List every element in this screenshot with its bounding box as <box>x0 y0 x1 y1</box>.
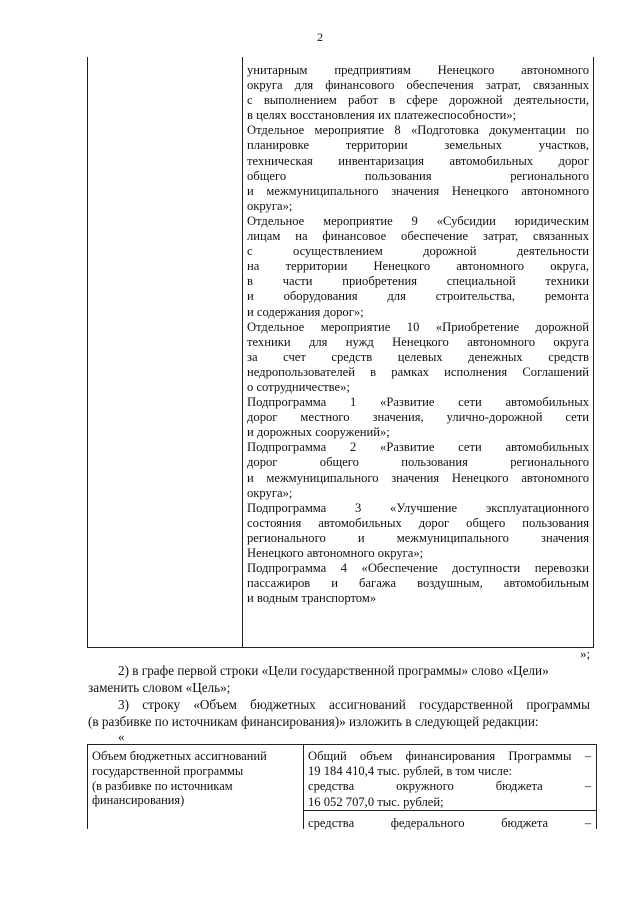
paragraph-item-2-continued: заменить словом «Цель»; <box>88 680 231 695</box>
text-line: Подпрограмма 4 «Обеспечение доступности перевозки <box>247 561 589 576</box>
text-line: (в разбивке по источникам <box>92 778 233 793</box>
table-row-divider <box>303 810 596 811</box>
text-line: округа»; <box>247 198 293 213</box>
text-line: Отдельное мероприятие 8 «Подготовка документации по <box>247 123 589 138</box>
paragraph-item-2: 2) в графе первой строки «Цели государственной программы» слово «Цели» <box>118 663 549 678</box>
closing-quote: »; <box>580 646 591 661</box>
text-line: округа для финансового обеспечения затрат, связанных <box>247 78 589 93</box>
program-structure-table <box>87 57 594 648</box>
text-line: техники для нужд Ненецкого автономного округа <box>247 334 589 349</box>
table-column-divider <box>242 57 243 647</box>
program-events-text <box>247 63 589 606</box>
text-line: техническая инвентаризация автомобильных дорог <box>247 153 589 168</box>
text-line: Отдельное мероприятие 10 «Приобретение дорожной <box>247 319 589 334</box>
text-line: Подпрограмма 3 «Улучшение эксплуатационного <box>247 500 589 515</box>
text-line: и межмуниципального значения Ненецкого автономного <box>247 183 589 198</box>
budget-federal-line: средства федерального бюджета – <box>308 816 591 830</box>
text-line: и водным транспортом» <box>247 591 377 606</box>
text-line: с выполнением работ в сфере дорожной деятельности, <box>247 93 589 108</box>
text-line: унитарным предприятиям Ненецкого автономного <box>247 63 589 77</box>
paragraph-item-3-line: 3) строку «Объем бюджетных ассигнований государственной программы <box>118 697 590 712</box>
text-line: Подпрограмма 1 «Развитие сети автомобильных <box>247 395 589 410</box>
text-line: состояния автомобильных дорог общего пользования <box>247 515 589 530</box>
text-line: планировке территории земельных участков, <box>247 138 589 153</box>
text-line: Ненецкого автономного округа»; <box>247 546 424 560</box>
text-line: государственной программы <box>92 763 244 778</box>
table-column-divider <box>303 745 304 829</box>
text-line: в части приобретения специальной техники <box>247 274 589 289</box>
text-line: лицам на финансовое обеспечение затрат, связанных <box>247 229 589 244</box>
opening-quote: « <box>118 729 125 744</box>
text-line: дорог местного значения, улично-дорожной сети <box>247 410 589 425</box>
text-line: дорог общего пользования регионального <box>247 455 589 470</box>
text-line: недропользователей в рамках исполнения Соглашений <box>247 364 589 379</box>
text-line: на территории Ненецкого автономного округа, <box>247 259 589 274</box>
text-line: и межмуниципального значения Ненецкого автономного <box>247 470 589 485</box>
budget-row-value <box>308 749 591 830</box>
text-line: регионального и межмуниципального значения <box>247 530 589 545</box>
text-line: за счет средств целевых денежных средств <box>247 349 589 364</box>
text-line: финансирования) <box>92 793 185 808</box>
page-number: 2 <box>317 30 323 44</box>
text-line: 16 052 707,0 тыс. рублей; <box>308 794 444 809</box>
text-line: и оборудования для строительства, ремонта <box>247 289 589 304</box>
text-line: в целях восстановления их платежеспособности»; <box>247 108 517 123</box>
paragraph-item-3 <box>88 696 590 730</box>
text-line: округа»; <box>247 485 293 500</box>
text-line: Подпрограмма 2 «Развитие сети автомобильных <box>247 440 589 455</box>
text-line: с осуществлением дорожной деятельности <box>247 244 589 259</box>
paragraph-item-3-line: (в разбивке по источникам финансирования)» изложить в следующей редакции: <box>88 714 539 729</box>
budget-row-label <box>92 749 300 808</box>
text-line: Общий объем финансирования Программы – <box>308 749 591 763</box>
text-line: Отдельное мероприятие 9 «Субсидии юридическим <box>247 213 589 228</box>
text-line: общего пользования регионального <box>247 168 589 183</box>
text-line: о сотрудничестве»; <box>247 379 350 394</box>
text-line: и содержания дорог»; <box>247 304 364 319</box>
text-line: Объем бюджетных ассигнований <box>92 749 267 763</box>
text-line: 19 184 410,4 тыс. рублей, в том числе: <box>308 764 513 779</box>
text-line: и дорожных сооружений»; <box>247 425 390 440</box>
text-line: пассажиров и багажа воздушным, автомобильным <box>247 576 589 591</box>
budget-table <box>87 744 597 829</box>
text-line: средства окружного бюджета – <box>308 779 591 794</box>
